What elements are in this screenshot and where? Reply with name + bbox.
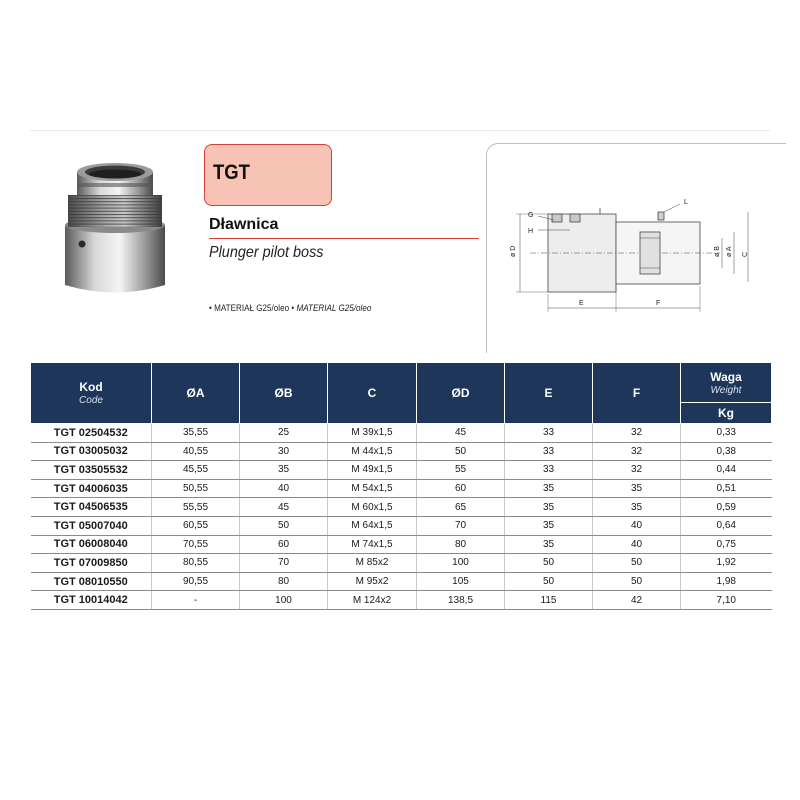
spec-table (30, 362, 772, 610)
cell-length-f: 32 (593, 461, 681, 480)
table-row (31, 479, 772, 498)
product-name-pl: Dławnica (209, 216, 279, 233)
cell-dia-b: 50 (240, 516, 328, 535)
cell-length-e: 35 (505, 479, 593, 498)
table-row (31, 554, 772, 573)
material-line (209, 303, 371, 313)
cell-dia-a: 35,55 (152, 424, 240, 443)
cell-dia-d: 55 (417, 461, 505, 480)
cell-weight: 0,33 (681, 424, 772, 443)
cell-code: TGT 02504532 (31, 424, 152, 443)
drawing-label-e: E (579, 300, 584, 307)
cell-thread-c: M 44x1,5 (328, 442, 417, 461)
cell-length-e: 33 (505, 442, 593, 461)
product-code-box (204, 144, 332, 206)
cell-weight: 0,64 (681, 516, 772, 535)
product-photo (55, 150, 175, 300)
cell-weight: 1,98 (681, 572, 772, 591)
title-underline (209, 238, 479, 239)
cell-weight: 0,59 (681, 498, 772, 517)
cell-length-e: 50 (505, 554, 593, 573)
drawing-label-b: ø B (714, 246, 721, 257)
cell-dia-a: 40,55 (152, 442, 240, 461)
cell-weight: 7,10 (681, 591, 772, 610)
cell-dia-d: 70 (417, 516, 505, 535)
header-a: ØA (152, 363, 240, 424)
cell-dia-a: - (152, 591, 240, 610)
cell-dia-a: 80,55 (152, 554, 240, 573)
cell-length-f: 50 (593, 554, 681, 573)
cell-dia-b: 40 (240, 479, 328, 498)
table-row (31, 442, 772, 461)
drawing-label-d: ø D (510, 245, 517, 257)
cell-length-f: 35 (593, 498, 681, 517)
header-unit: Kg (681, 403, 772, 424)
cell-weight: 0,51 (681, 479, 772, 498)
cell-weight: 0,44 (681, 461, 772, 480)
cell-dia-a: 70,55 (152, 535, 240, 554)
material-en: MATERIAL G25/oleo (296, 303, 372, 313)
cell-thread-c: M 60x1,5 (328, 498, 417, 517)
top-divider (30, 130, 770, 131)
product-code: TGT (213, 161, 250, 184)
cell-dia-b: 25 (240, 424, 328, 443)
cell-length-f: 35 (593, 479, 681, 498)
drawing-label-h: H (528, 228, 534, 235)
drawing-label-l: L (684, 199, 688, 206)
cell-dia-a: 60,55 (152, 516, 240, 535)
cell-dia-d: 65 (417, 498, 505, 517)
header-kod: Kod Code (31, 363, 152, 424)
cell-code: TGT 08010550 (31, 572, 152, 591)
cell-dia-d: 100 (417, 554, 505, 573)
header-c: C (328, 363, 417, 424)
cell-length-e: 33 (505, 461, 593, 480)
cell-thread-c: M 95x2 (328, 572, 417, 591)
cell-length-e: 115 (505, 591, 593, 610)
cell-code: TGT 06008040 (31, 535, 152, 554)
cell-dia-d: 105 (417, 572, 505, 591)
drawing-label-c: C (742, 251, 749, 257)
product-name-en: Plunger pilot boss (209, 244, 324, 261)
cell-length-f: 40 (593, 516, 681, 535)
cell-dia-b: 45 (240, 498, 328, 517)
cell-dia-d: 60 (417, 479, 505, 498)
cell-dia-d: 80 (417, 535, 505, 554)
table-row (31, 591, 772, 610)
header-waga: Waga Weight (681, 363, 772, 403)
cell-thread-c: M 74x1,5 (328, 535, 417, 554)
cell-thread-c: M 124x2 (328, 591, 417, 610)
cell-code: TGT 04006035 (31, 479, 152, 498)
cell-code: TGT 07009850 (31, 554, 152, 573)
cell-dia-a: 55,55 (152, 498, 240, 517)
cell-code: TGT 05007040 (31, 516, 152, 535)
cell-dia-d: 45 (417, 424, 505, 443)
cell-length-f: 50 (593, 572, 681, 591)
header-b: ØB (240, 363, 328, 424)
spec-table-body (31, 424, 772, 610)
cell-dia-b: 30 (240, 442, 328, 461)
cell-code: TGT 04506535 (31, 498, 152, 517)
cell-length-f: 32 (593, 424, 681, 443)
cell-dia-a: 50,55 (152, 479, 240, 498)
header-d: ØD (417, 363, 505, 424)
table-row (31, 535, 772, 554)
drawing-label-f: F (656, 300, 661, 307)
cell-dia-a: 90,55 (152, 572, 240, 591)
table-row (31, 572, 772, 591)
cell-dia-a: 45,55 (152, 461, 240, 480)
cell-thread-c: M 85x2 (328, 554, 417, 573)
cell-thread-c: M 39x1,5 (328, 424, 417, 443)
cell-dia-b: 100 (240, 591, 328, 610)
cell-thread-c: M 54x1,5 (328, 479, 417, 498)
cell-dia-d: 50 (417, 442, 505, 461)
cell-weight: 0,38 (681, 442, 772, 461)
technical-drawing (490, 190, 770, 320)
cell-length-e: 35 (505, 516, 593, 535)
cell-thread-c: M 49x1,5 (328, 461, 417, 480)
drawing-label-a: ø A (726, 246, 733, 257)
cell-dia-d: 138,5 (417, 591, 505, 610)
cell-code: TGT 03505532 (31, 461, 152, 480)
table-row (31, 461, 772, 480)
cell-dia-b: 70 (240, 554, 328, 573)
header-f: F (593, 363, 681, 424)
cell-dia-b: 80 (240, 572, 328, 591)
cell-length-f: 40 (593, 535, 681, 554)
cell-length-e: 35 (505, 498, 593, 517)
cell-code: TGT 03005032 (31, 442, 152, 461)
cell-weight: 1,92 (681, 554, 772, 573)
cell-dia-b: 35 (240, 461, 328, 480)
cell-length-e: 33 (505, 424, 593, 443)
cell-dia-b: 60 (240, 535, 328, 554)
cell-length-e: 35 (505, 535, 593, 554)
drawing-label-g: G (528, 212, 534, 219)
header-e: E (505, 363, 593, 424)
table-row (31, 516, 772, 535)
table-row (31, 498, 772, 517)
cell-length-e: 50 (505, 572, 593, 591)
cell-length-f: 32 (593, 442, 681, 461)
cell-length-f: 42 (593, 591, 681, 610)
material-pl: • MATERIAŁ G25/oleo • (209, 303, 295, 313)
cell-code: TGT 10014042 (31, 591, 152, 610)
cell-thread-c: M 64x1,5 (328, 516, 417, 535)
table-row (31, 424, 772, 443)
cell-weight: 0,75 (681, 535, 772, 554)
